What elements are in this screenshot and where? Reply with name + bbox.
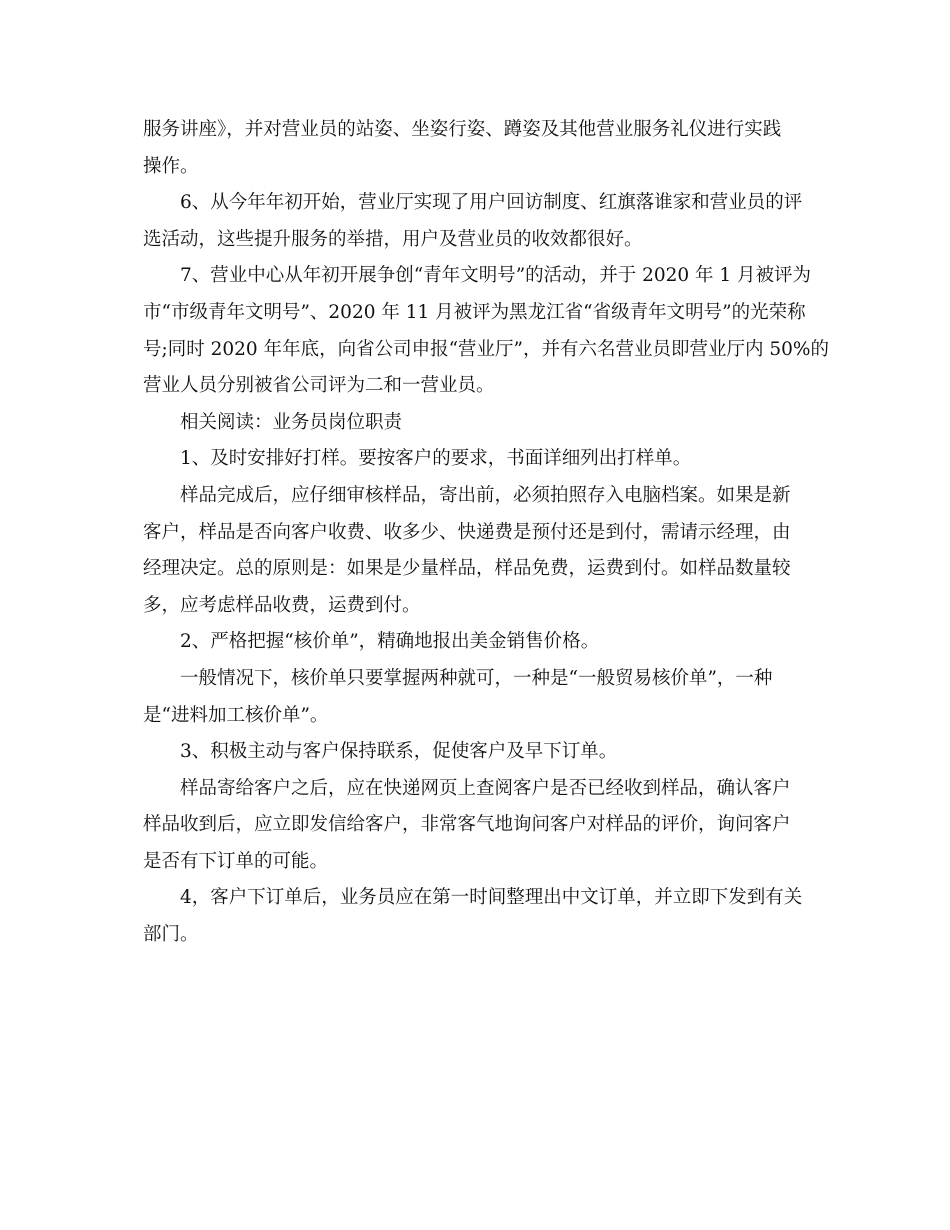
text-line: 服务讲座》，并对营业员的站姿、坐姿行姿、蹲姿及其他营业服务礼仪进行实践: [143, 119, 782, 140]
text-line: 多，应考虑样品收费，运费到付。: [143, 594, 421, 616]
text-line: 营业人员分别被省公司评为二和一营业员。: [143, 375, 495, 397]
text-line: 样品寄给客户之后，应在快递网页上查阅客户是否已经收到样品，确认客户: [180, 777, 791, 799]
text-line: 2、严格把握“核价单”，精确地报出美金销售价格。: [180, 631, 600, 653]
text-line: 7、营业中心从年初开展争创“青年文明号”的活动，并于 2020 年 1 月被评为: [180, 265, 812, 287]
text-line: 选活动，这些提升服务的举措，用户及营业员的收效都很好。: [143, 228, 643, 250]
text-line: 样品收到后，应立即发信给客户，非常客气地询问客户对样品的评价，询问客户: [143, 814, 791, 836]
text-line: 是“进料加工核价单”。: [143, 704, 329, 726]
section-heading: 相关阅读：业务员岗位职责: [180, 411, 403, 433]
text-line: 1、及时安排好打样。要按客户的要求，书面详细列出打样单。: [180, 448, 692, 470]
text-line: 客户，样品是否向客户收费、收多少、快递费是预付还是到付，需请示经理，由: [143, 521, 791, 543]
text-line: 样品完成后，应仔细审核样品，寄出前，必须拍照存入电脑档案。如果是新: [180, 484, 791, 506]
text-line: 一般情况下，核价单只要掌握两种就可，一种是“一般贸易核价单”，一种: [180, 667, 773, 689]
text-line: 经理决定。总的原则是：如果是少量样品，样品免费，运费到付。如样品数量较: [143, 558, 791, 580]
text-line: 操作。: [143, 155, 199, 177]
text-line: 4，客户下订单后，业务员应在第一时间整理出中文订单，并立即下发到有关: [180, 887, 803, 909]
text-line: 号;同时 2020 年年底，向省公司申报“营业厅”，并有六名营业员即营业厅内 50%的: [143, 338, 829, 360]
text-line: 市“市级青年文明号”、2020 年 11 月被评为黑龙江省“省级青年文明号”的光荣称: [143, 301, 806, 323]
text-line: 是否有下订单的可能。: [143, 850, 329, 872]
text-line: 6、从今年年初开始，营业厅实现了用户回访制度、红旗落谁家和营业员的评: [180, 192, 803, 214]
document-body: [143, 112, 829, 954]
text-line: 3、积极主动与客户保持联系，促使客户及早下订单。: [180, 741, 618, 763]
text-line: 部门。: [143, 924, 199, 946]
